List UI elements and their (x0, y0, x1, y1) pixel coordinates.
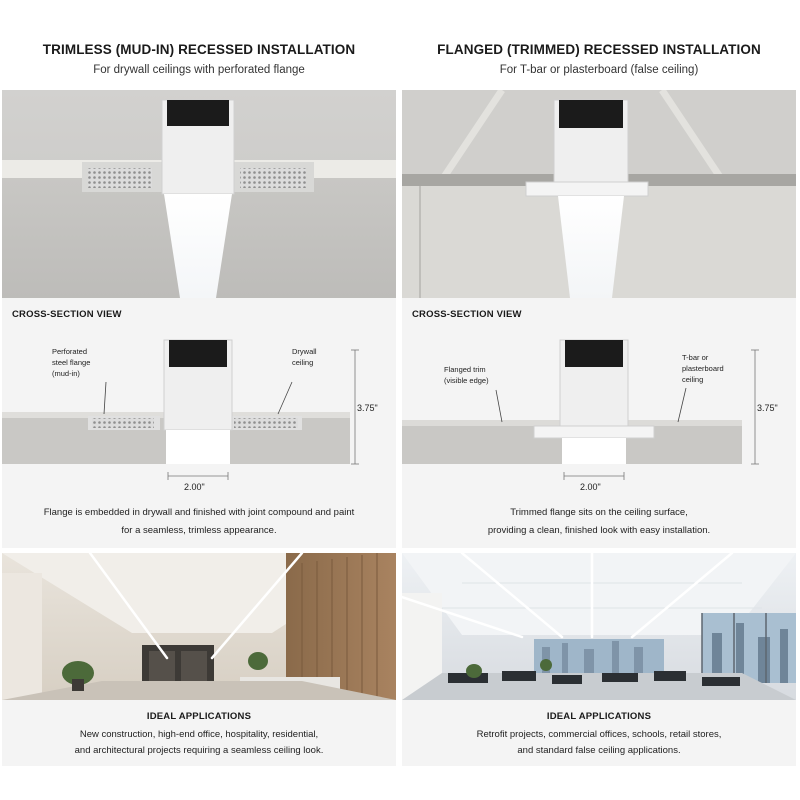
tbar-ceiling-callout: T-bar or plasterboard ceiling (682, 353, 724, 384)
trimless-subtitle: For drywall ceilings with perforated flange (93, 64, 305, 76)
height-dimension: 3.75" (357, 403, 378, 413)
trimless-render (2, 90, 396, 298)
trimless-application-photo (2, 553, 396, 700)
trimless-section-label: CROSS-SECTION VIEW (12, 309, 122, 320)
flanged-section-label: CROSS-SECTION VIEW (412, 309, 522, 320)
trimless-applications-title: IDEAL APPLICATIONS (146, 711, 252, 722)
height-dimension: 3.75" (757, 403, 778, 413)
width-dimension: 2.00" (580, 482, 601, 492)
trimless-title: TRIMLESS (MUD-IN) RECESSED INSTALLATION (42, 42, 356, 57)
flanged-render (402, 90, 796, 298)
width-dimension: 2.00" (184, 482, 205, 492)
flanged-applications-title: IDEAL APPLICATIONS (546, 711, 652, 722)
flanged-trim-callout: Flanged trim (visible edge) (444, 365, 489, 385)
flanged-application-photo (402, 553, 796, 700)
trimless-column (2, 0, 396, 800)
trimless-applications-text: New construction, high-end office, hospitality, residential, and architectural projects requiring a seamless ceiling look. (74, 729, 324, 756)
flanged-column (402, 0, 796, 800)
flanged-applications-text: Retrofit projects, commercial offices, schools, retail stores, and standard false ceiling applications. (476, 729, 722, 756)
perforated-flange-callout: Perforated steel flange (mud-in) (52, 347, 91, 378)
flanged-subtitle: For T-bar or plasterboard (false ceiling) (499, 64, 699, 76)
drywall-ceiling-callout: Drywall ceiling (292, 347, 317, 367)
flanged-description: Trimmed flange sits on the ceiling surface, providing a clean, finished look with easy installation. (487, 507, 711, 536)
trimless-description: Flange is embedded in drywall and finished with joint compound and paint for a seamless, trimless appearance. (43, 507, 355, 536)
flanged-cross-section (402, 330, 796, 480)
flanged-title: FLANGED (TRIMMED) RECESSED INSTALLATION (437, 42, 761, 57)
